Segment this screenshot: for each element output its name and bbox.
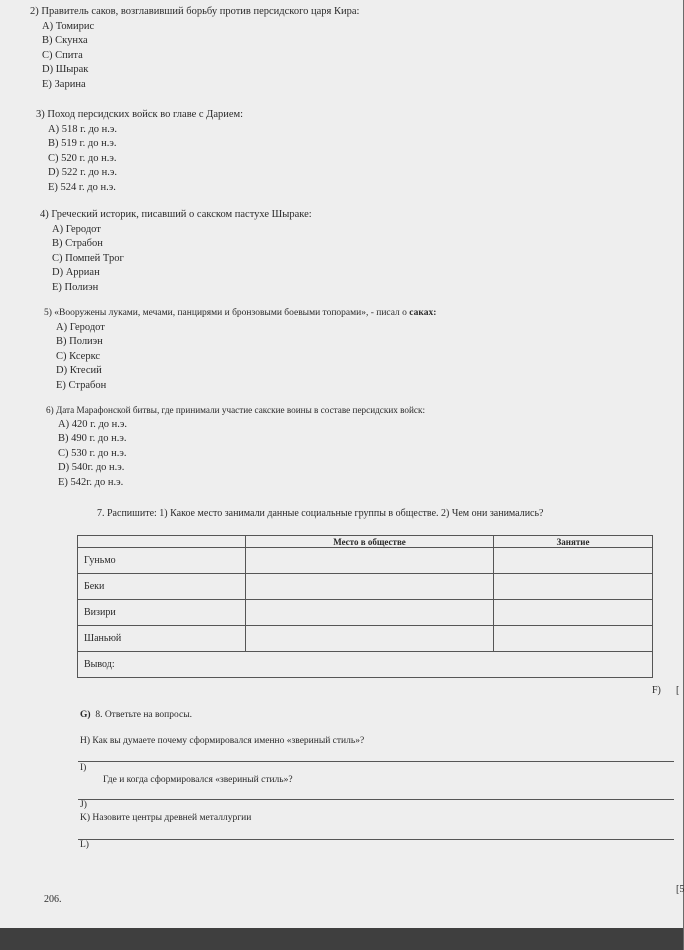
row-label: Гуньмо [78,548,246,574]
answer-cell[interactable] [246,626,494,652]
question-5 [44,306,436,393]
question-2 [30,5,359,92]
social-groups-table [77,535,653,678]
question-title: 4) Греческий историк, писавший о сакском пастухе Шыраке: [40,209,312,220]
option: C) Спита [42,49,83,61]
conclusion-row [78,652,653,678]
question-7-title: 7. Распишите: 1) Какое место занимали данные социальные группы в обществе. 2) Чем они занимались? [97,508,544,519]
label-g-letter: G) [80,710,91,720]
option: A) Томирис [42,20,95,32]
question-title: 2) Правитель саков, возглавивший борьбу против персидского царя Кира: [30,6,360,17]
option: C) Помпей Трог [52,252,124,264]
option: B) 490 г. до н.э. [58,433,127,444]
option: B) 519 г. до н.э. [48,138,117,149]
answer-cell[interactable] [494,574,653,600]
option: E) 524 г. до н.э. [48,181,116,193]
option: D) 540г. до н.э. [58,462,125,473]
table-header: Занятие [494,536,653,548]
edge-mark: [5 [676,884,684,895]
option: C) 520 г. до н.э. [48,152,117,164]
answer-cell[interactable] [246,600,494,626]
question-h: H) Как вы думаете почему сформировался именно «звериный стиль»? [80,736,365,746]
option: D) 522 г. до н.э. [48,167,118,178]
question-i: Где и когда сформировался «звериный стиль»? [103,775,293,785]
option: C) 530 г. до н.э. [58,447,127,459]
table-header [78,536,246,548]
question-title: 3) Поход персидских войск во главе с Дарием: [36,109,244,120]
answer-cell[interactable] [246,548,494,574]
label-l: L) [80,840,89,850]
option: E) Полиэн [52,281,99,293]
row-label: Беки [78,574,246,600]
option: B) Полиэн [56,336,103,347]
answer-line[interactable] [78,761,674,762]
label-i: I) [80,763,87,773]
answer-line[interactable] [78,799,674,800]
table-row [78,548,653,574]
option: A) Геродот [56,321,105,333]
table-row [78,600,653,626]
question-title: 6) Дата Марафонской битвы, где принимали участие сакские воины в составе персидских войск: [46,405,426,415]
option: A) Геродот [52,223,101,235]
option: B) Страбон [52,238,103,249]
label-f: F) [652,685,661,696]
answer-cell[interactable] [494,626,653,652]
question-8-intro: 8. Ответьте на вопросы. [95,710,192,720]
question-k: K) Назовите центры древней металлургии [80,813,252,823]
question-title-bold: саках: [409,308,437,318]
option: B) Скунха [42,35,88,46]
option: C) Ксеркс [56,350,101,362]
option: E) 542г. до н.э. [58,476,124,488]
question-3 [36,108,243,195]
table-header: Место в обществе [246,536,494,548]
option: A) 518 г. до н.э. [48,123,118,135]
answer-cell[interactable] [246,574,494,600]
row-label: Визири [78,600,246,626]
answer-line[interactable] [78,839,674,840]
option: E) Страбон [56,379,107,391]
question-4 [40,208,312,295]
question-title [44,306,436,321]
table-row [78,626,653,652]
answer-cell[interactable] [494,548,653,574]
label-j: J) [80,800,87,810]
option: A) 420 г. до н.э. [58,418,128,430]
question-title-text: 5) «Вооружены луками, мечами, панцирями и бронзовыми боевыми топорами», - писал о [44,308,410,318]
option: D) Шырак [42,64,89,75]
bracket-mark: [ [676,685,680,696]
question-6 [46,403,425,490]
row-label: Шаньюй [78,626,246,652]
option: E) Зарина [42,78,86,90]
page-number: 206. [44,894,62,905]
table-header-row [78,536,653,548]
answer-cell[interactable] [494,600,653,626]
option: D) Арриан [52,267,100,278]
table-row [78,574,653,600]
conclusion-cell[interactable]: Вывод: [78,652,653,678]
desk-surface [0,928,683,950]
label-g [80,710,192,720]
option: D) Ктесий [56,365,102,376]
